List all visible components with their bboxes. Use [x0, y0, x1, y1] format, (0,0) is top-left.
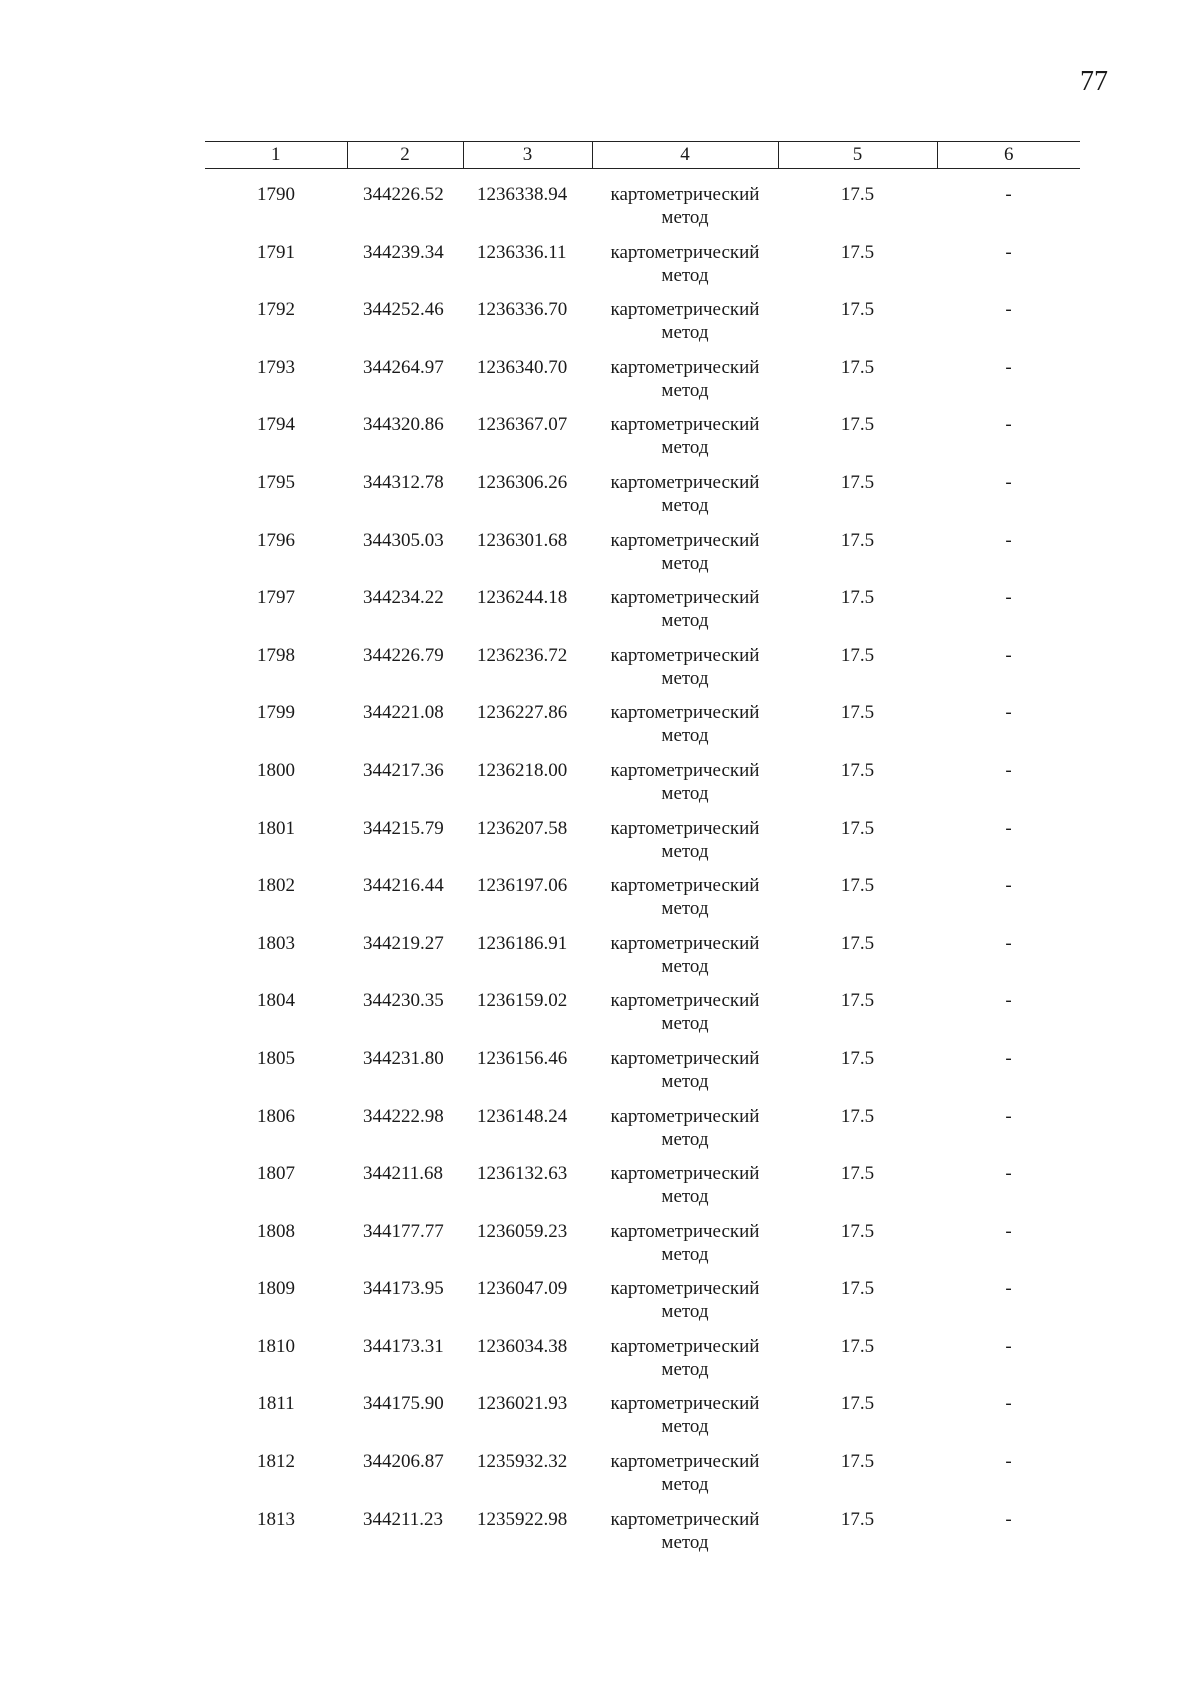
column-header-2: 2 — [347, 142, 463, 169]
note-value: - — [1005, 587, 1012, 609]
accuracy-value: 17.5 — [840, 1335, 875, 1357]
method-line-2: метод — [661, 1416, 709, 1438]
point-id: 1803 — [257, 932, 295, 954]
accuracy-value: 17.5 — [840, 1105, 875, 1127]
accuracy-value: 17.5 — [840, 875, 875, 897]
note-value: - — [1005, 299, 1012, 321]
method-line-1: картометрический — [610, 1393, 760, 1415]
method-cell — [592, 241, 778, 299]
note-value: - — [1005, 759, 1012, 781]
accuracy-value: 17.5 — [840, 529, 875, 551]
method-line-1: картометрический — [610, 414, 760, 436]
coordinate-y: 1236367.07 — [477, 414, 568, 436]
accuracy-value: 17.5 — [840, 702, 875, 724]
column-header-3: 3 — [463, 142, 592, 169]
coordinate-y: 1236236.72 — [477, 644, 568, 666]
table-row — [205, 586, 1080, 644]
method-line-2: метод — [661, 1070, 709, 1092]
table-row — [205, 356, 1080, 414]
table-row — [205, 298, 1080, 356]
table-row — [205, 644, 1080, 702]
method-line-1: картометрический — [610, 299, 760, 321]
point-id: 1806 — [257, 1105, 295, 1127]
method-line-2: метод — [661, 782, 709, 804]
coordinate-y: 1236336.11 — [477, 241, 567, 263]
note-value: - — [1005, 1220, 1012, 1242]
coordinate-y: 1236159.02 — [477, 990, 568, 1012]
method-line-1: картометрический — [610, 817, 760, 839]
method-line-2: метод — [661, 207, 709, 228]
point-id: 1798 — [257, 644, 295, 666]
accuracy-value: 17.5 — [840, 644, 875, 666]
method-cell — [592, 413, 778, 471]
column-header-5: 5 — [778, 142, 937, 169]
point-id: 1796 — [257, 529, 295, 551]
method-line-1: картометрический — [610, 759, 760, 781]
method-cell — [592, 1392, 778, 1450]
coordinate-x: 344264.97 — [363, 356, 444, 378]
coordinate-y: 1236336.70 — [477, 299, 568, 321]
table-row — [205, 241, 1080, 299]
method-line-1: картометрический — [610, 644, 760, 666]
coordinate-x: 344221.08 — [363, 702, 444, 724]
coordinate-y: 1236306.26 — [477, 471, 568, 493]
method-cell — [592, 1047, 778, 1105]
point-id: 1810 — [257, 1335, 295, 1357]
accuracy-value: 17.5 — [840, 817, 875, 839]
accuracy-value: 17.5 — [840, 184, 875, 205]
method-cell — [592, 1277, 778, 1335]
method-cell — [592, 471, 778, 529]
method-line-2: метод — [661, 610, 709, 632]
accuracy-value: 17.5 — [840, 1451, 875, 1473]
method-line-1: картометрический — [610, 587, 760, 609]
method-line-2: метод — [661, 1301, 709, 1323]
accuracy-value: 17.5 — [840, 471, 875, 493]
method-line-1: картометрический — [610, 932, 760, 954]
method-line-2: метод — [661, 955, 709, 977]
page-number: 77 — [1080, 66, 1108, 97]
method-line-2: метод — [661, 1531, 709, 1553]
table-row — [205, 701, 1080, 759]
method-line-1: картометрический — [610, 1105, 760, 1127]
method-line-2: метод — [661, 1243, 709, 1265]
accuracy-value: 17.5 — [840, 932, 875, 954]
point-id: 1793 — [257, 356, 295, 378]
method-line-1: картометрический — [610, 184, 760, 205]
table-row — [205, 169, 1080, 241]
method-line-2: метод — [661, 1186, 709, 1208]
coordinate-x: 344239.34 — [363, 241, 444, 263]
method-line-2: метод — [661, 898, 709, 920]
method-line-1: картометрический — [610, 990, 760, 1012]
point-id: 1809 — [257, 1278, 295, 1300]
point-id: 1805 — [257, 1047, 295, 1069]
method-line-2: метод — [661, 840, 709, 862]
method-cell — [592, 932, 778, 990]
method-line-1: картометрический — [610, 471, 760, 493]
method-line-2: метод — [661, 552, 709, 574]
coordinate-x: 344226.52 — [363, 184, 444, 205]
method-cell — [592, 644, 778, 702]
accuracy-value: 17.5 — [840, 587, 875, 609]
note-value: - — [1005, 875, 1012, 897]
method-line-1: картометрический — [610, 356, 760, 378]
accuracy-value: 17.5 — [840, 990, 875, 1012]
point-id: 1791 — [257, 241, 295, 263]
table-row — [205, 1220, 1080, 1278]
table-row — [205, 1105, 1080, 1163]
coordinate-y: 1236047.09 — [477, 1278, 568, 1300]
point-id: 1807 — [257, 1163, 295, 1185]
table-row — [205, 759, 1080, 817]
coordinate-x: 344211.23 — [363, 1508, 444, 1530]
method-line-1: картометрический — [610, 241, 760, 263]
method-line-2: метод — [661, 725, 709, 747]
table-row — [205, 529, 1080, 587]
coordinate-y: 1236186.91 — [477, 932, 568, 954]
coordinate-y: 1236132.63 — [477, 1163, 568, 1185]
point-id: 1801 — [257, 817, 295, 839]
note-value: - — [1005, 932, 1012, 954]
accuracy-value: 17.5 — [840, 1220, 875, 1242]
coordinate-x: 344177.77 — [363, 1220, 444, 1242]
method-line-2: метод — [661, 494, 709, 516]
table-body — [205, 169, 1080, 1566]
method-cell — [592, 356, 778, 414]
method-line-2: метод — [661, 1474, 709, 1496]
coordinate-y: 1236148.24 — [477, 1105, 568, 1127]
coordinate-x: 344211.68 — [363, 1163, 444, 1185]
coordinate-y: 1236227.86 — [477, 702, 568, 724]
table-row — [205, 1508, 1080, 1566]
coordinate-y: 1236301.68 — [477, 529, 568, 551]
note-value: - — [1005, 817, 1012, 839]
column-header-4: 4 — [592, 142, 778, 169]
point-id: 1811 — [257, 1393, 295, 1415]
coordinate-x: 344173.95 — [363, 1278, 444, 1300]
point-id: 1813 — [257, 1508, 295, 1530]
table-row — [205, 413, 1080, 471]
table-row — [205, 1277, 1080, 1335]
accuracy-value: 17.5 — [840, 1163, 875, 1185]
accuracy-value: 17.5 — [840, 1508, 875, 1530]
coordinate-y: 1236340.70 — [477, 356, 568, 378]
point-id: 1799 — [257, 702, 295, 724]
method-cell — [592, 989, 778, 1047]
method-line-2: метод — [661, 1358, 709, 1380]
note-value: - — [1005, 1163, 1012, 1185]
note-value: - — [1005, 1105, 1012, 1127]
note-value: - — [1005, 1335, 1012, 1357]
accuracy-value: 17.5 — [840, 414, 875, 436]
note-value: - — [1005, 471, 1012, 493]
accuracy-value: 17.5 — [840, 1278, 875, 1300]
method-line-1: картометрический — [610, 1451, 760, 1473]
method-line-2: метод — [661, 667, 709, 689]
table-row — [205, 1335, 1080, 1393]
table-row — [205, 1047, 1080, 1105]
table-row — [205, 1162, 1080, 1220]
accuracy-value: 17.5 — [840, 1393, 875, 1415]
method-cell — [592, 1105, 778, 1163]
note-value: - — [1005, 529, 1012, 551]
note-value: - — [1005, 241, 1012, 263]
coordinate-x: 344206.87 — [363, 1451, 444, 1473]
coordinate-y: 1236021.93 — [477, 1393, 568, 1415]
point-id: 1802 — [257, 875, 295, 897]
method-cell — [592, 1220, 778, 1278]
point-id: 1797 — [257, 587, 295, 609]
method-line-2: метод — [661, 437, 709, 459]
note-value: - — [1005, 1508, 1012, 1530]
coordinate-y: 1236338.94 — [477, 184, 568, 205]
coordinate-x: 344231.80 — [363, 1047, 444, 1069]
coordinate-x: 344230.35 — [363, 990, 444, 1012]
accuracy-value: 17.5 — [840, 759, 875, 781]
coordinate-x: 344217.36 — [363, 759, 444, 781]
point-id: 1792 — [257, 299, 295, 321]
coordinate-y: 1236207.58 — [477, 817, 568, 839]
coordinate-y: 1236197.06 — [477, 875, 568, 897]
note-value: - — [1005, 1047, 1012, 1069]
header-row — [205, 142, 1080, 169]
coordinate-x: 344252.46 — [363, 299, 444, 321]
note-value: - — [1005, 184, 1012, 205]
coordinate-x: 344215.79 — [363, 817, 444, 839]
note-value: - — [1005, 702, 1012, 724]
accuracy-value: 17.5 — [840, 299, 875, 321]
method-cell — [592, 1450, 778, 1508]
method-line-1: картометрический — [610, 1508, 760, 1530]
method-line-1: картометрический — [610, 1047, 760, 1069]
method-cell — [592, 701, 778, 759]
method-line-1: картометрический — [610, 875, 760, 897]
column-header-1: 1 — [205, 142, 347, 169]
coordinate-y: 1236156.46 — [477, 1047, 568, 1069]
point-id: 1800 — [257, 759, 295, 781]
coordinate-y: 1236059.23 — [477, 1220, 568, 1242]
method-line-1: картометрический — [610, 1220, 760, 1242]
table-header — [205, 142, 1080, 169]
method-cell — [592, 1162, 778, 1220]
method-cell — [592, 1335, 778, 1393]
note-value: - — [1005, 1393, 1012, 1415]
coordinate-y: 1235932.32 — [477, 1451, 568, 1473]
method-cell — [592, 817, 778, 875]
accuracy-value: 17.5 — [840, 241, 875, 263]
coordinate-x: 344312.78 — [363, 471, 444, 493]
coordinate-x: 344222.98 — [363, 1105, 444, 1127]
note-value: - — [1005, 1451, 1012, 1473]
point-id: 1812 — [257, 1451, 295, 1473]
table-row — [205, 471, 1080, 529]
method-line-1: картометрический — [610, 1163, 760, 1185]
point-id: 1794 — [257, 414, 295, 436]
point-id: 1804 — [257, 990, 295, 1012]
method-line-1: картометрический — [610, 702, 760, 724]
table-row — [205, 817, 1080, 875]
method-cell — [592, 529, 778, 587]
method-line-1: картометрический — [610, 1278, 760, 1300]
method-line-1: картометрический — [610, 529, 760, 551]
column-header-6: 6 — [937, 142, 1080, 169]
method-cell — [592, 169, 778, 241]
coordinate-y: 1236244.18 — [477, 587, 568, 609]
coordinate-y: 1236218.00 — [477, 759, 568, 781]
table-row — [205, 874, 1080, 932]
table-row — [205, 1450, 1080, 1508]
note-value: - — [1005, 356, 1012, 378]
method-cell — [592, 874, 778, 932]
coordinate-y: 1235922.98 — [477, 1508, 568, 1530]
method-line-2: метод — [661, 264, 709, 286]
coordinate-x: 344216.44 — [363, 875, 444, 897]
table-row — [205, 932, 1080, 990]
point-id: 1790 — [257, 184, 295, 205]
point-id: 1808 — [257, 1220, 295, 1242]
method-cell — [592, 298, 778, 356]
coordinate-x: 344219.27 — [363, 932, 444, 954]
method-cell — [592, 759, 778, 817]
table-row — [205, 989, 1080, 1047]
point-id: 1795 — [257, 471, 295, 493]
coordinate-x: 344320.86 — [363, 414, 444, 436]
coordinate-x: 344175.90 — [363, 1393, 444, 1415]
note-value: - — [1005, 990, 1012, 1012]
method-line-2: метод — [661, 1013, 709, 1035]
method-cell — [592, 586, 778, 644]
method-line-2: метод — [661, 322, 709, 344]
accuracy-value: 17.5 — [840, 1047, 875, 1069]
coordinate-x: 344173.31 — [363, 1335, 444, 1357]
method-line-1: картометрический — [610, 1335, 760, 1357]
table-row — [205, 1392, 1080, 1450]
method-line-2: метод — [661, 379, 709, 401]
note-value: - — [1005, 1278, 1012, 1300]
note-value: - — [1005, 644, 1012, 666]
coordinate-x: 344226.79 — [363, 644, 444, 666]
method-line-2: метод — [661, 1128, 709, 1150]
coordinate-x: 344305.03 — [363, 529, 444, 551]
coordinate-y: 1236034.38 — [477, 1335, 568, 1357]
accuracy-value: 17.5 — [840, 356, 875, 378]
note-value: - — [1005, 414, 1012, 436]
coordinate-x: 344234.22 — [363, 587, 444, 609]
coordinates-table — [205, 141, 1080, 1565]
method-cell — [592, 1508, 778, 1566]
